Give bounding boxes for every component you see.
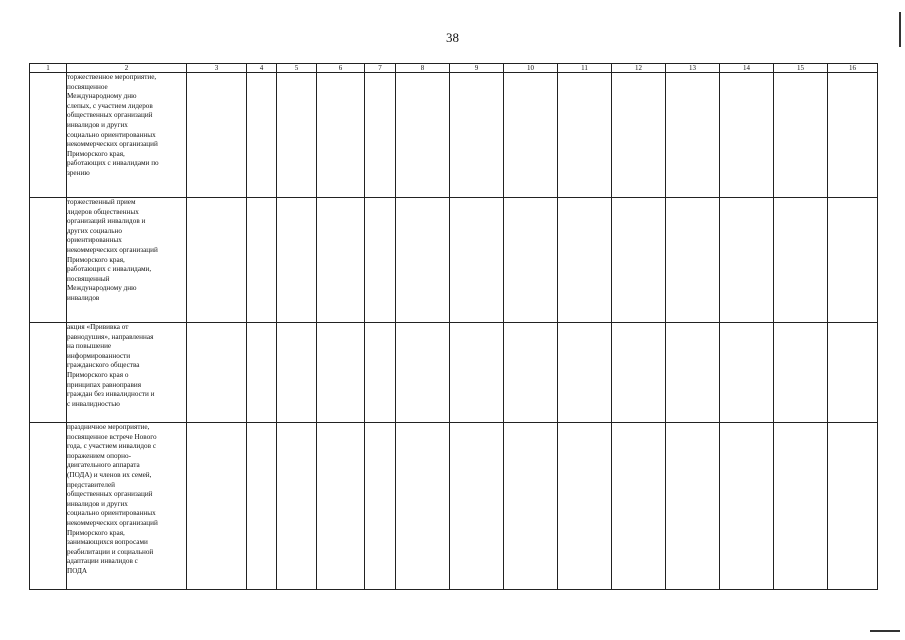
column-number: 15 — [774, 64, 828, 73]
activity-description: праздничное мероприятие, посвященное встрече Нового года, с участием инвалидов с поражением опорно- двигательного аппарата (ПОДА) и членов их семей, представителей общественных организаций инвалидов и других социально ориентированных некоммерческих организаций Приморского края, занимающихся вопросами реабилитации и социальной адаптации инвалидов с ПОДА — [67, 423, 187, 590]
column-number: 2 — [67, 64, 187, 73]
column-number: 13 — [666, 64, 720, 73]
column-number: 4 — [247, 64, 277, 73]
table-row — [30, 423, 878, 590]
table-row — [30, 73, 878, 198]
page-number: 38 — [446, 30, 459, 45]
column-number: 16 — [828, 64, 878, 73]
column-number: 6 — [317, 64, 365, 73]
activity-description: акция «Прививка от равнодушия», направленная на повышение информированности гражданского общества Приморского края о принципах равноправия граждан без инвалидности и с инвалидностью — [67, 323, 187, 423]
column-number: 8 — [396, 64, 450, 73]
scan-edge-mark — [899, 12, 901, 47]
column-number: 5 — [277, 64, 317, 73]
activities-table — [29, 63, 878, 590]
scan-edge-mark — [870, 630, 900, 632]
column-number: 3 — [187, 64, 247, 73]
activity-description: торжественное мероприятие, посвященное Международному дню слепых, с участием лидеров общественных организаций инвалидов и других социально ориентированных некоммерческих организаций Приморского края, работающих с инвалидами по зрению — [67, 73, 187, 198]
column-number-row — [30, 64, 878, 73]
column-number: 9 — [450, 64, 504, 73]
table-row — [30, 323, 878, 423]
column-number: 7 — [365, 64, 396, 73]
table-row — [30, 198, 878, 323]
activity-description: торжественный прием лидеров общественных организаций инвалидов и других социально ориентированных некоммерческих организаций Приморского края, работающих с инвалидами, посвященный Международному дню инвалидов — [67, 198, 187, 323]
column-number: 10 — [504, 64, 558, 73]
column-number: 1 — [30, 64, 67, 73]
column-number: 11 — [558, 64, 612, 73]
column-number: 14 — [720, 64, 774, 73]
column-number: 12 — [612, 64, 666, 73]
